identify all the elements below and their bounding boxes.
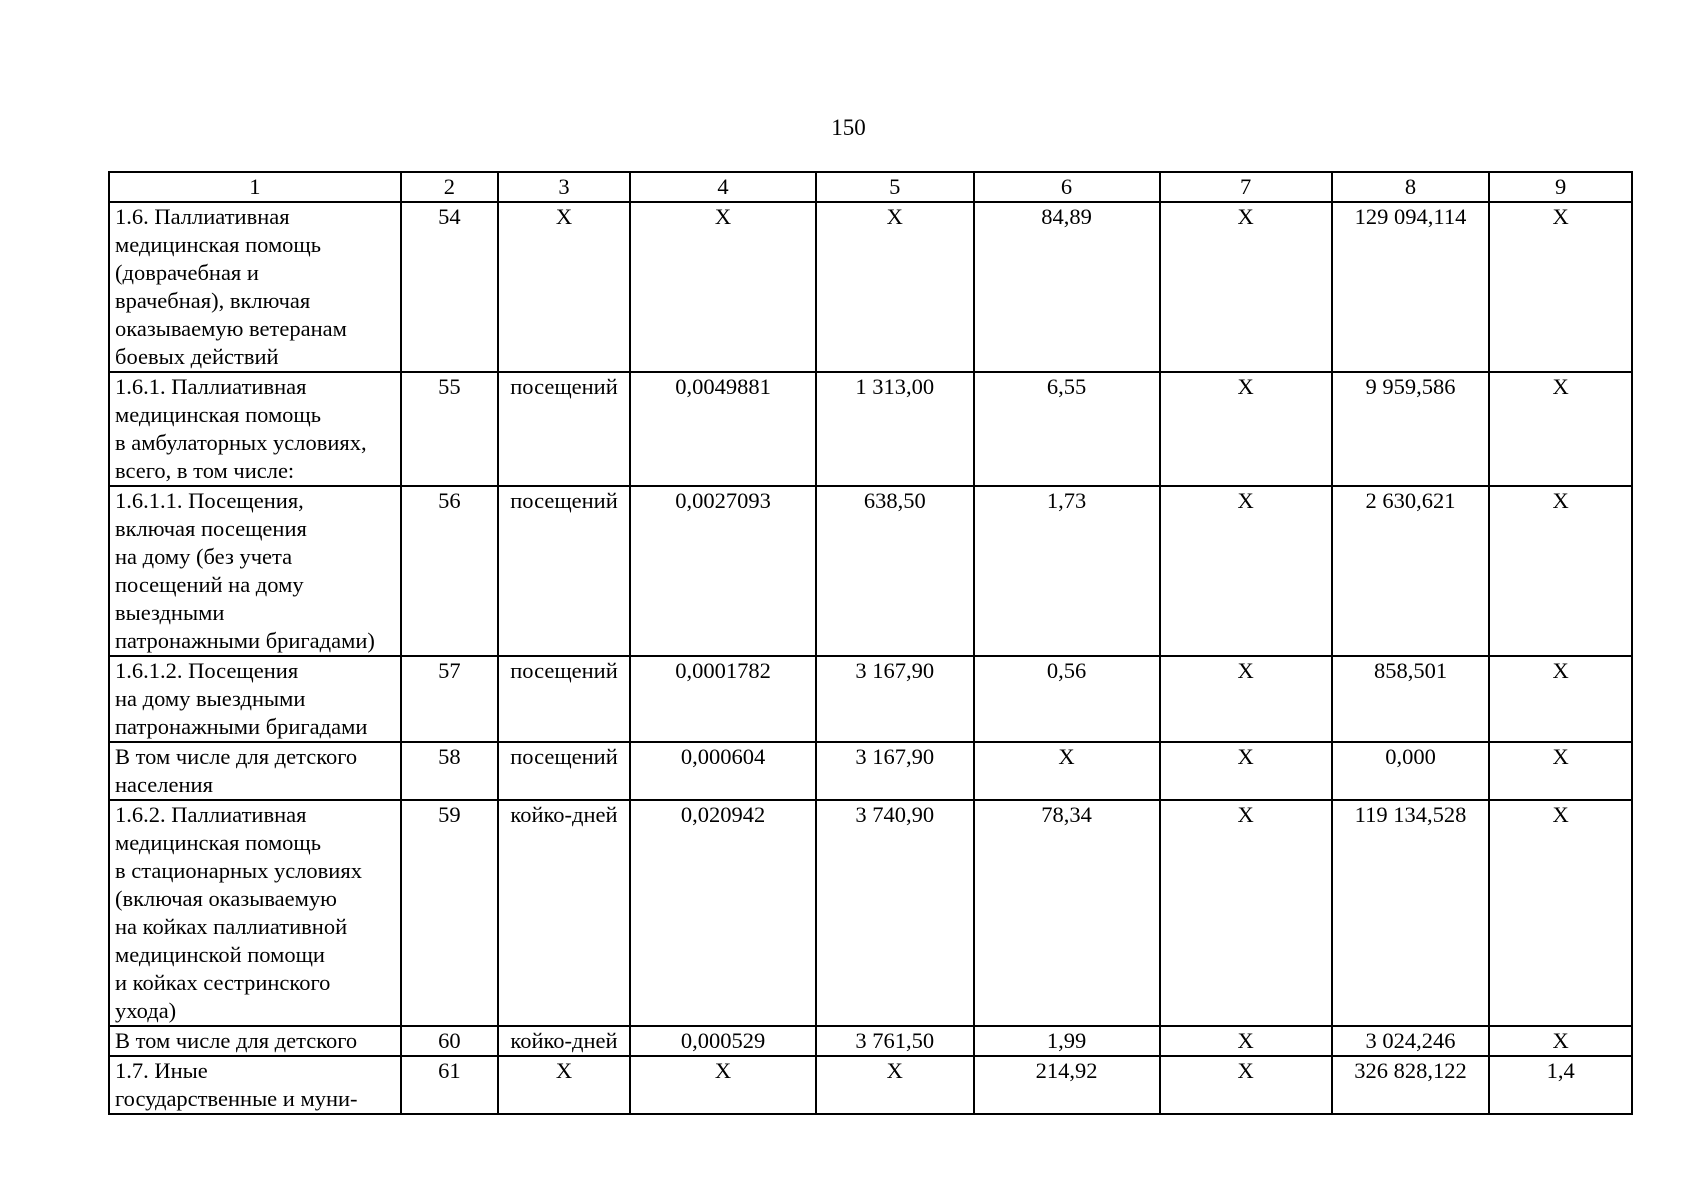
table-cell: Х [974,742,1160,800]
table-cell: 84,89 [974,202,1160,372]
table-cell: 3 167,90 [816,742,973,800]
table-cell: 214,92 [974,1056,1160,1114]
table-cell: 0,000529 [630,1026,816,1056]
table-row [109,656,1632,742]
table-row [109,486,1632,656]
table-cell: Х [1489,742,1632,800]
row-name-cell: 1.6. Паллиативная медицинская помощь (доврачебная и врачебная), включая оказываемую ветеранам боевых действий [109,202,401,372]
header-cell: 7 [1160,172,1332,202]
row-name-cell: 1.6.1.2. Посещения на дому выездными патронажными бригадами [109,656,401,742]
table-cell: Х [498,1056,630,1114]
table-cell: 0,000 [1332,742,1489,800]
table-cell: 0,020942 [630,800,816,1026]
table-cell: 57 [401,656,498,742]
table-cell: 58 [401,742,498,800]
table-cell: посещений [498,486,630,656]
table-cell: 1,73 [974,486,1160,656]
table-cell: Х [1489,1026,1632,1056]
table-cell: 1,99 [974,1026,1160,1056]
table-cell: 0,0001782 [630,656,816,742]
table-cell: 6,55 [974,372,1160,486]
table-cell: посещений [498,742,630,800]
header-cell: 1 [109,172,401,202]
table-cell: 3 167,90 [816,656,973,742]
table-cell: Х [816,202,973,372]
table-row [109,800,1632,1026]
row-name-cell: 1.6.1.1. Посещения, включая посещения на дому (без учета посещений на дому выездными патронажными бригадами) [109,486,401,656]
data-table [108,171,1633,1115]
table-cell: 0,56 [974,656,1160,742]
table-cell: Х [1160,1026,1332,1056]
header-cell: 5 [816,172,973,202]
table-cell: койко-дней [498,800,630,1026]
table-cell: 56 [401,486,498,656]
table-cell: 326 828,122 [1332,1056,1489,1114]
table-cell: Х [630,1056,816,1114]
row-name-cell: 1.7. Иные государственные и муни- [109,1056,401,1114]
table-cell: Х [1160,656,1332,742]
table-cell: Х [1160,1056,1332,1114]
row-name-cell: 1.6.1. Паллиативная медицинская помощь в амбулаторных условиях, всего, в том числе: [109,372,401,486]
table-cell: 54 [401,202,498,372]
table-cell: койко-дней [498,1026,630,1056]
table-cell: 0,000604 [630,742,816,800]
table-cell: 1,4 [1489,1056,1632,1114]
table-cell: Х [498,202,630,372]
table-cell: 0,0027093 [630,486,816,656]
header-cell: 8 [1332,172,1489,202]
table-row [109,742,1632,800]
table-cell: 858,501 [1332,656,1489,742]
header-cell: 3 [498,172,630,202]
table-cell: 3 740,90 [816,800,973,1026]
table-cell: 3 761,50 [816,1026,973,1056]
table-cell: Х [1489,372,1632,486]
table-cell: 129 094,114 [1332,202,1489,372]
table-cell: посещений [498,372,630,486]
table-row [109,1056,1632,1114]
table-cell: Х [1489,800,1632,1026]
table-cell: 59 [401,800,498,1026]
table-cell: 1 313,00 [816,372,973,486]
table-cell: 55 [401,372,498,486]
table-cell: Х [1160,742,1332,800]
table-cell: Х [816,1056,973,1114]
table-cell: Х [1489,486,1632,656]
table-cell: Х [1160,202,1332,372]
header-cell: 9 [1489,172,1632,202]
header-cell: 4 [630,172,816,202]
row-name-cell: В том числе для детского [109,1026,401,1056]
header-cell: 6 [974,172,1160,202]
header-cell: 2 [401,172,498,202]
row-name-cell: 1.6.2. Паллиативная медицинская помощь в стационарных условиях (включая оказываемую на койках паллиативной медицинской помощи и койках сестринского ухода) [109,800,401,1026]
table-cell: 78,34 [974,800,1160,1026]
table-cell: Х [1160,372,1332,486]
table-cell: 61 [401,1056,498,1114]
table-row [109,202,1632,372]
table-cell: 119 134,528 [1332,800,1489,1026]
table-cell: Х [1489,202,1632,372]
table-cell: 9 959,586 [1332,372,1489,486]
table-cell: Х [630,202,816,372]
table-cell: 3 024,246 [1332,1026,1489,1056]
table-cell: Х [1160,486,1332,656]
table-row [109,372,1632,486]
header-row [109,172,1632,202]
page-number: 150 [831,115,866,140]
row-name-cell: В том числе для детского населения [109,742,401,800]
table-cell: Х [1489,656,1632,742]
table-cell: Х [1160,800,1332,1026]
table-cell: 2 630,621 [1332,486,1489,656]
table-cell: 0,0049881 [630,372,816,486]
table-cell: 60 [401,1026,498,1056]
table-cell: 638,50 [816,486,973,656]
table-row [109,1026,1632,1056]
table-cell: посещений [498,656,630,742]
